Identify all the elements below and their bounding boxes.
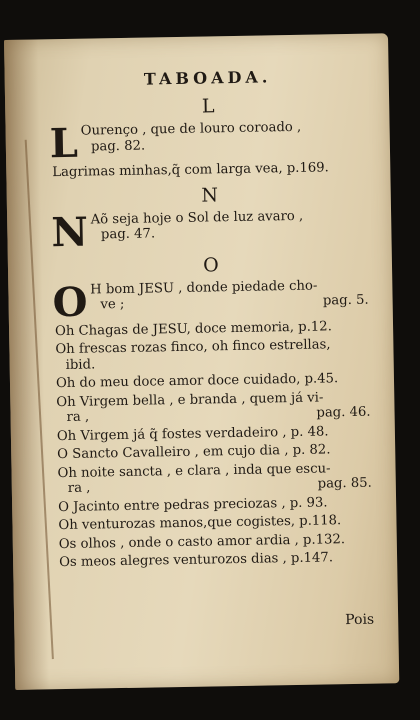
- entry-page-ref: pag. 85.: [317, 475, 372, 492]
- index-entry: [57, 442, 371, 463]
- index-entry: [56, 389, 370, 425]
- index-entry: [58, 513, 372, 534]
- page-title: TABOADA.: [143, 67, 272, 89]
- index-entry: [55, 337, 369, 373]
- index-entry: [52, 277, 369, 326]
- entry-text: Oh do meu doce amor doce cuidado, p.45.: [55, 371, 339, 392]
- page-edge-stain: [4, 39, 49, 689]
- entry-text: Oh Chagas de JESU, doce memoria, p.12.: [54, 318, 332, 339]
- entry-cont-text: ibid.: [65, 356, 96, 373]
- page-content: [51, 64, 374, 574]
- entry-text: H bom JESU , donde piedade cho-: [90, 278, 318, 298]
- index-entry: [58, 494, 372, 515]
- entry-text: Aõ seja hoje o Sol de luz avaro ,: [90, 208, 304, 228]
- entry-cont-text: ve ;: [100, 296, 125, 313]
- entry-text: Oh noite sancta , e clara , inda que escu-: [57, 460, 331, 481]
- drop-cap: N: [50, 208, 89, 256]
- index-entry: [59, 550, 373, 571]
- index-entry: [49, 119, 366, 168]
- entry-text: O Jacinto entre pedras preciozas , p. 93.: [58, 494, 328, 515]
- section-letter-l: L: [201, 95, 215, 118]
- entry-text: Ourenço , que de louro coroado ,: [80, 119, 302, 139]
- entry-text: Os olhos , onde o casto amor ardia , p.132.: [58, 531, 346, 552]
- entry-text: O Sancto Cavalleiro , em cujo dia , p. 82.: [57, 442, 331, 463]
- entry-text: Oh venturozas manos,que cogistes, p.118.: [58, 513, 342, 534]
- section-letter-n: N: [201, 183, 219, 207]
- entry-cont-text: ra ,: [67, 480, 91, 496]
- entry-page-ref: pag. 46.: [316, 404, 371, 421]
- entry-cont-text: pag. 82.: [90, 138, 146, 154]
- catchword: Pois: [345, 611, 375, 629]
- entry-text: Oh frescas rozas finco, oh finco estrellas,: [55, 337, 331, 358]
- index-entry: [50, 207, 368, 256]
- index-sections: [51, 93, 373, 571]
- entry-text: Oh Virgem já q̃ fostes verdadeiro , p. 48.: [56, 423, 329, 444]
- entry-text: Oh Virgem bella , e branda , quem já vi-: [56, 389, 324, 410]
- entry-cont-text: pag. 47.: [100, 226, 156, 243]
- drop-cap: L: [49, 119, 79, 168]
- index-entry: [59, 531, 373, 552]
- index-entry: [52, 160, 366, 181]
- index-entry: [56, 371, 370, 392]
- section-letter-o: O: [202, 253, 219, 277]
- index-entry: [55, 318, 369, 339]
- index-entry: [57, 423, 371, 444]
- entry-text: Os meos alegres venturozos dias , p.147.: [58, 550, 334, 571]
- entry-cont-text: ra ,: [66, 409, 90, 425]
- drop-cap: O: [52, 278, 88, 326]
- index-entry: [57, 460, 371, 496]
- book-page: [4, 33, 399, 690]
- entry-page-ref: pag. 5.: [322, 292, 369, 309]
- entry-text: Lagrimas minhas,q̃ com larga vea, p.169.: [52, 160, 329, 181]
